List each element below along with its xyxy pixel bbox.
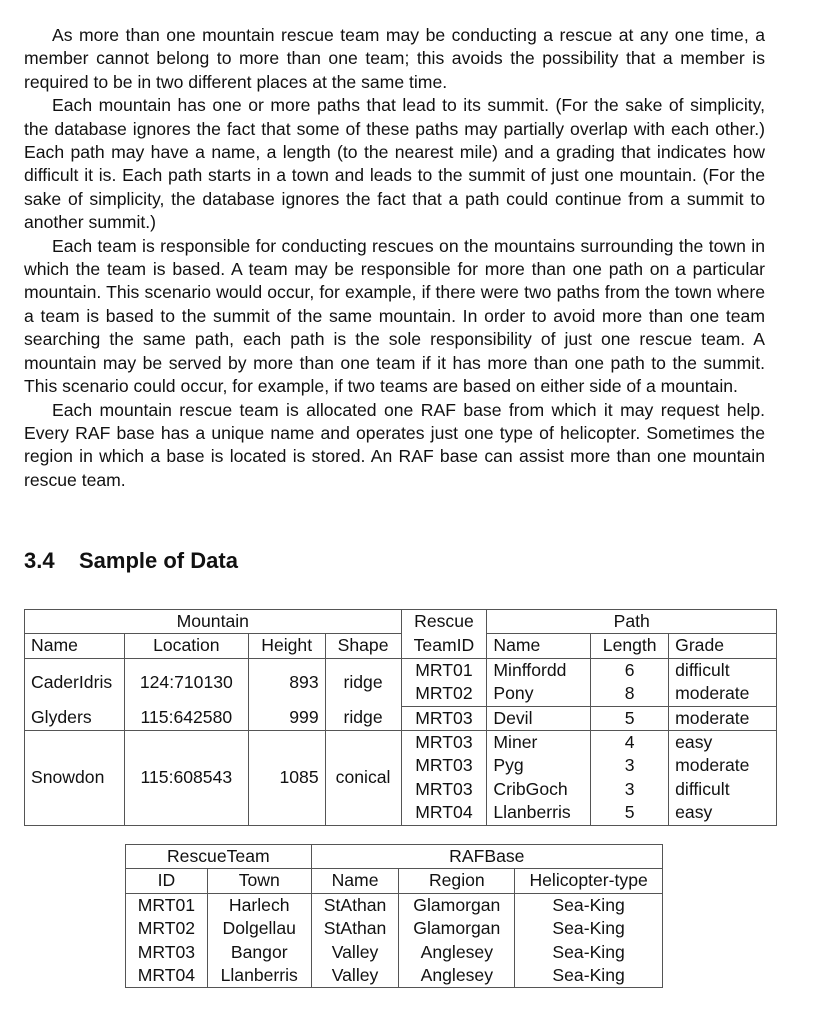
team-id-cell: MRT03 [126, 941, 208, 964]
mountain-shape-cell: conical [325, 731, 401, 826]
table-row [126, 893, 663, 917]
rescueteam-group-header: RescueTeam [126, 845, 312, 869]
paragraph: Each mountain rescue team is allocated one RAF base from which it may request help. Every RAF base has a unique name and operates just one type of helicopter. Sometimes the region in which a base is located is stored. An RAF base can assist more than one mountain rescue team. [24, 399, 765, 490]
path-name-cell: Minffordd [487, 658, 591, 682]
team-id-cell: MRT04 [401, 801, 487, 825]
table-row [126, 941, 663, 964]
table-row [25, 658, 777, 682]
table-column-header-row [25, 634, 777, 658]
team-id-cell: MRT04 [126, 964, 208, 988]
mountain-location-cell: 124:710130 [124, 658, 248, 706]
team-id-cell: MRT02 [126, 917, 208, 940]
path-name-cell: Pony [487, 682, 591, 706]
region-cell: Glamorgan [399, 893, 515, 917]
table-row [25, 706, 777, 730]
base-name-cell: Valley [311, 941, 399, 964]
path-grade-cell: difficult [675, 778, 730, 799]
column-header: Town [207, 869, 311, 893]
path-length-cell: 5 [591, 706, 669, 730]
path-length-cell: 8 [591, 682, 669, 706]
base-name-cell: StAthan [311, 893, 399, 917]
region-cell: Glamorgan [399, 917, 515, 940]
section-number: 3.4 [24, 548, 55, 573]
base-name-cell: Valley [311, 964, 399, 988]
section-title: Sample of Data [79, 548, 238, 573]
column-header: Length [591, 634, 669, 658]
path-length-cell: 3 [591, 778, 669, 801]
mountain-height-cell: 893 [248, 658, 325, 706]
table-group-header-row [25, 610, 777, 634]
base-name-cell: StAthan [311, 917, 399, 940]
column-header: Name [311, 869, 399, 893]
region-cell: Anglesey [399, 941, 515, 964]
town-cell: Bangor [207, 941, 311, 964]
column-header: Grade [669, 634, 777, 658]
helicopter-cell: Sea-King [552, 941, 625, 962]
column-header: Name [25, 634, 125, 658]
path-name-cell: Pyg [487, 754, 591, 777]
mountain-name-cell: Snowdon [25, 731, 125, 826]
path-grade-cell: easy [675, 802, 713, 823]
section-heading [24, 548, 238, 574]
path-grade-cell: moderate [669, 682, 777, 706]
mountain-height-cell: 1085 [248, 731, 325, 826]
paragraph: As more than one mountain rescue team may be conducting a rescue at any one time, a member cannot belong to more than one team; this avoids the possibility that a member is required to be in two different places at the same time. [24, 25, 765, 92]
rescue-group-header: Rescue [401, 610, 487, 634]
path-grade-cell: easy [675, 732, 713, 753]
mountain-name-cell: CaderIdris [25, 658, 125, 706]
column-header: Height [248, 634, 325, 658]
table-row [126, 917, 663, 940]
path-length-cell: 5 [591, 801, 669, 825]
path-group-header: Path [487, 610, 777, 634]
mountain-shape-cell: ridge [325, 706, 401, 730]
path-length-cell: 3 [591, 754, 669, 777]
region-cell: Anglesey [399, 964, 515, 988]
table-row [126, 964, 663, 988]
table-row [25, 731, 777, 755]
team-id-cell: MRT02 [401, 682, 487, 706]
town-cell: Harlech [207, 893, 311, 917]
rescue-team-rafbase-table [125, 844, 663, 988]
mountain-location-cell: 115:608543 [124, 731, 248, 826]
helicopter-cell: Sea-King [552, 965, 625, 986]
town-cell: Llanberris [207, 964, 311, 988]
column-header: Location [124, 634, 248, 658]
column-header: Helicopter-type [515, 869, 663, 893]
mountain-path-table [24, 609, 777, 826]
path-grade-cell: moderate [675, 755, 750, 776]
column-header: Shape [325, 634, 401, 658]
rafbase-group-header: RAFBase [311, 845, 662, 869]
column-header: TeamID [401, 634, 487, 658]
team-id-cell: MRT03 [401, 778, 487, 801]
team-id-cell: MRT01 [126, 893, 208, 917]
column-header: Region [399, 869, 515, 893]
table-column-header-row [126, 869, 663, 893]
paragraph: Each team is responsible for conducting rescues on the mountains surrounding the town in which the team is based. A team may be responsible for more than one path on a particular mountain. This scenario would occur, for example, if there were two paths from the town where a team is based to the summit of the same mountain. In order to avoid more than one team searching the same path, each path is the sole responsibility of just one rescue team. A mountain may be served by more than one team if it has more than one path to the summit. This scenario could occur, for example, if two teams are based on either side of a mountain. [24, 235, 765, 397]
path-length-cell: 4 [591, 731, 669, 755]
town-cell: Dolgellau [207, 917, 311, 940]
mountain-shape-cell: ridge [325, 658, 401, 706]
paragraph: Each mountain has one or more paths that lead to its summit. (For the sake of simplicity, the database ignores the fact that some of these paths may partially overlap with each other.) Each path may have a name, a length (to the nearest mile) and a grading that indicates how difficult it is. Each path starts in a town and leads to the summit of just one mountain. (For the sake of simplicity, the database ignores the fact that a path could continue from a summit to another summit.) [24, 95, 765, 233]
team-id-cell: MRT03 [401, 731, 487, 755]
body-text [24, 24, 765, 492]
helicopter-cell: Sea-King [552, 918, 625, 939]
helicopter-cell: Sea-King [552, 894, 625, 915]
team-id-cell: MRT01 [401, 658, 487, 682]
path-name-cell: Llanberris [487, 801, 591, 825]
path-grade-cell: difficult [675, 659, 730, 680]
column-header: ID [126, 869, 208, 893]
path-grade-cell: moderate [669, 706, 777, 730]
path-length-cell: 6 [591, 658, 669, 682]
path-name-cell: CribGoch [487, 778, 591, 801]
path-name-cell: Devil [487, 706, 591, 730]
mountain-name-cell: Glyders [25, 706, 125, 730]
team-id-cell: MRT03 [401, 754, 487, 777]
column-header: Name [487, 634, 591, 658]
team-id-cell: MRT03 [401, 706, 487, 730]
path-name-cell: Miner [487, 731, 591, 755]
mountain-height-cell: 999 [248, 706, 325, 730]
mountain-group-header: Mountain [25, 610, 402, 634]
mountain-location-cell: 115:642580 [124, 706, 248, 730]
table-group-header-row [126, 845, 663, 869]
